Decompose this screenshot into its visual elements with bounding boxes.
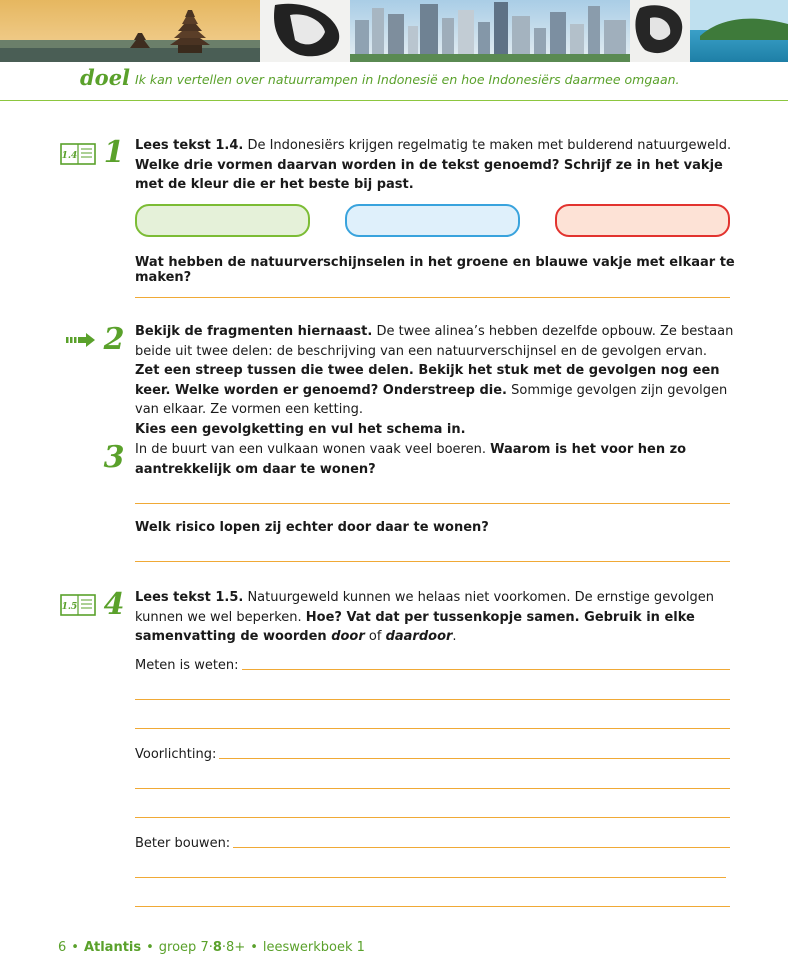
- arrow-right-icon: [66, 333, 96, 347]
- exercise-1-question: Wat hebben de natuurverschijnselen in het groene en blauwe vakje met elkaar te maken?: [135, 255, 735, 285]
- answer-line[interactable]: [135, 503, 730, 504]
- answer-box-green[interactable]: [135, 204, 310, 237]
- goal-text: Ik kan vertellen over natuurrampen in Indonesië en hoe Indonesiërs daarmee omgaan.: [135, 72, 680, 87]
- exercise-4-text: Lees tekst 1.5. Natuurgeweld kunnen we helaas niet voorkomen. De ernstige gevolgen kunnen we wel beperken. Hoe? Vat dat per tussenkopje samen. Gebruik in elke samenvatting de woorden door of daardoor.: [135, 590, 714, 645]
- voorlichting-line[interactable]: [135, 744, 730, 762]
- meten-is-weten-line[interactable]: [135, 655, 730, 673]
- exercise-2-text: Bekijk de fragmenten hiernaast. De twee alinea’s hebben dezelfde opbouw. Ze bestaan beide uit twee delen: de beschrijving van een natuurverschijnsel en de gevolgen ervan. Zet een streep tussen die twee delen. Bekijk het stuk met de gevolgen nog een keer. Welke worden er genoemd? Onderstreep die. Sommige gevolgen zijn gevolgen van elkaar. Ze vormen een ketting. Kies een gevolgketting en vul het schema in.: [135, 324, 734, 437]
- answer-line[interactable]: [135, 877, 726, 878]
- answer-line[interactable]: [135, 906, 730, 907]
- answer-box-red[interactable]: [555, 204, 730, 237]
- goal-heading: doel: [80, 65, 131, 90]
- book-icon-label: 1.4: [61, 151, 78, 161]
- exercise-number-2: 2: [103, 322, 125, 357]
- book-icon-label: 1.5: [61, 602, 78, 612]
- text-reference-book-icon: [60, 142, 96, 166]
- page-footer: 6 • Atlantis • groep 7·8·8+ • leeswerkboek 1: [58, 940, 365, 955]
- answer-line[interactable]: [135, 297, 730, 298]
- exercise-3-question: Welk risico lopen zij echter door daar te wonen?: [135, 520, 489, 535]
- exercise-number-1: 1: [103, 135, 125, 170]
- beter-bouwen-line[interactable]: [135, 833, 730, 851]
- answer-line[interactable]: [135, 817, 730, 818]
- goal-row: [0, 62, 788, 101]
- header-banner-image: [0, 0, 788, 62]
- exercise-1-reference: Lees tekst 1.4.: [135, 138, 244, 153]
- meten-is-weten-label: Meten is weten:: [135, 658, 239, 673]
- answer-line[interactable]: [135, 561, 730, 562]
- exercise-number-3: 3: [103, 440, 125, 475]
- workbook-name: leeswerkboek 1: [262, 940, 365, 955]
- answer-line[interactable]: [135, 699, 730, 700]
- page-number: 6: [58, 940, 67, 955]
- answer-line[interactable]: [135, 788, 730, 789]
- exercise-number-4: 4: [103, 587, 125, 622]
- exercise-1-text: Lees tekst 1.4. De Indonesiërs krijgen regelmatig te maken met bulderend natuurgeweld. Welke drie vormen daarvan worden in de tekst genoemd? Schrijf ze in het vakje met de kleur die er het beste bij past.: [135, 138, 732, 193]
- answer-line[interactable]: [135, 728, 730, 729]
- text-reference-book-icon: [60, 593, 96, 617]
- book-title: Atlantis: [83, 940, 142, 955]
- exercise-1-instruction: Welke drie vormen daarvan worden in de tekst genoemd? Schrijf ze in het vakje met de kleur die er het beste bij past.: [135, 157, 723, 193]
- voorlichting-label: Voorlichting:: [135, 747, 217, 762]
- beter-bouwen-label: Beter bouwen:: [135, 836, 231, 851]
- exercise-3-text: In de buurt van een vulkaan wonen vaak veel boeren. Waarom is het voor hen zo aantrekkelijk om daar te wonen?: [135, 442, 687, 477]
- answer-box-blue[interactable]: [345, 204, 520, 237]
